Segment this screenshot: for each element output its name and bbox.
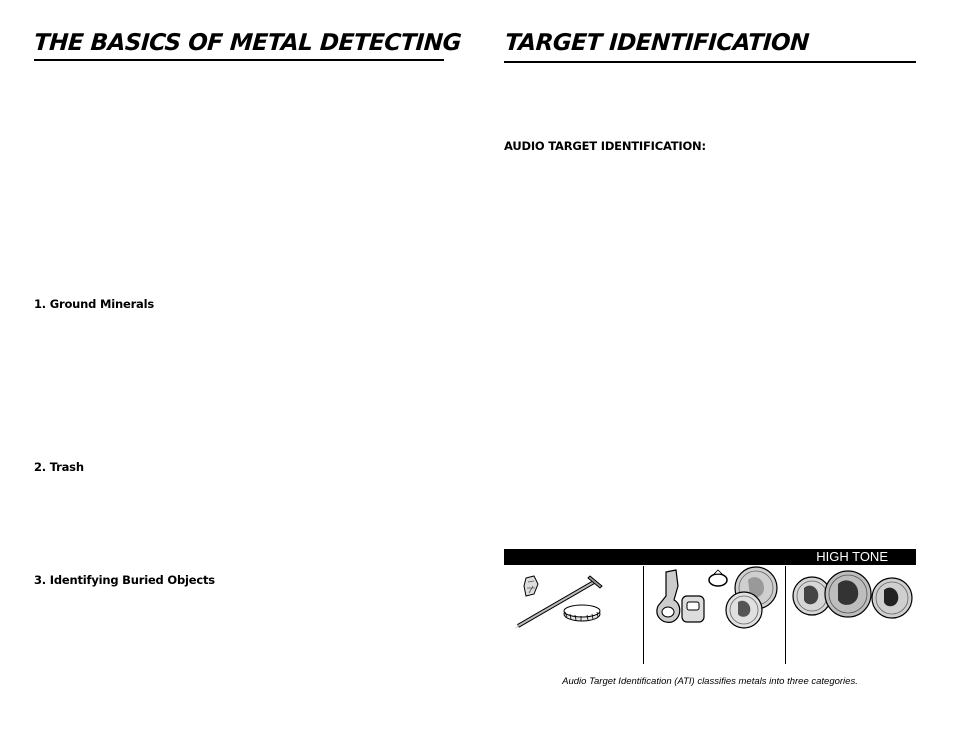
section-heading-trash: 2. Trash xyxy=(34,460,84,474)
mid-tone-targets-illustration xyxy=(644,566,785,664)
square-pull-tab-icon xyxy=(682,596,704,622)
left-page-title: THE BASICS OF METAL DETECTING xyxy=(33,30,462,56)
low-tone-targets-panel xyxy=(504,566,643,664)
foil-icon xyxy=(524,576,538,596)
low-tone-targets-illustration xyxy=(504,566,643,664)
audio-target-id-heading: AUDIO TARGET IDENTIFICATION: xyxy=(504,139,706,153)
high-tone-label: HIGH TONE xyxy=(816,549,888,564)
ring-icon xyxy=(709,570,727,586)
mid-tone-targets-panel xyxy=(644,566,785,664)
coin-3-icon xyxy=(872,578,912,618)
tone-bar xyxy=(504,549,916,565)
right-page-title: TARGET IDENTIFICATION xyxy=(504,30,810,56)
section-heading-ground-minerals: 1. Ground Minerals xyxy=(34,297,154,311)
left-title-rule xyxy=(34,59,444,61)
figure-caption: Audio Target Identification (ATI) classifies metals into three categories. xyxy=(562,676,858,687)
medium-coin-icon xyxy=(726,592,762,628)
bottle-cap-icon xyxy=(564,605,600,621)
pull-tab-icon xyxy=(657,570,680,622)
right-title-rule xyxy=(504,61,916,63)
section-heading-identifying-buried-objects: 3. Identifying Buried Objects xyxy=(34,573,215,587)
high-tone-targets-illustration xyxy=(786,566,916,664)
coin-2-icon xyxy=(825,571,871,617)
high-tone-targets-panel xyxy=(786,566,916,664)
